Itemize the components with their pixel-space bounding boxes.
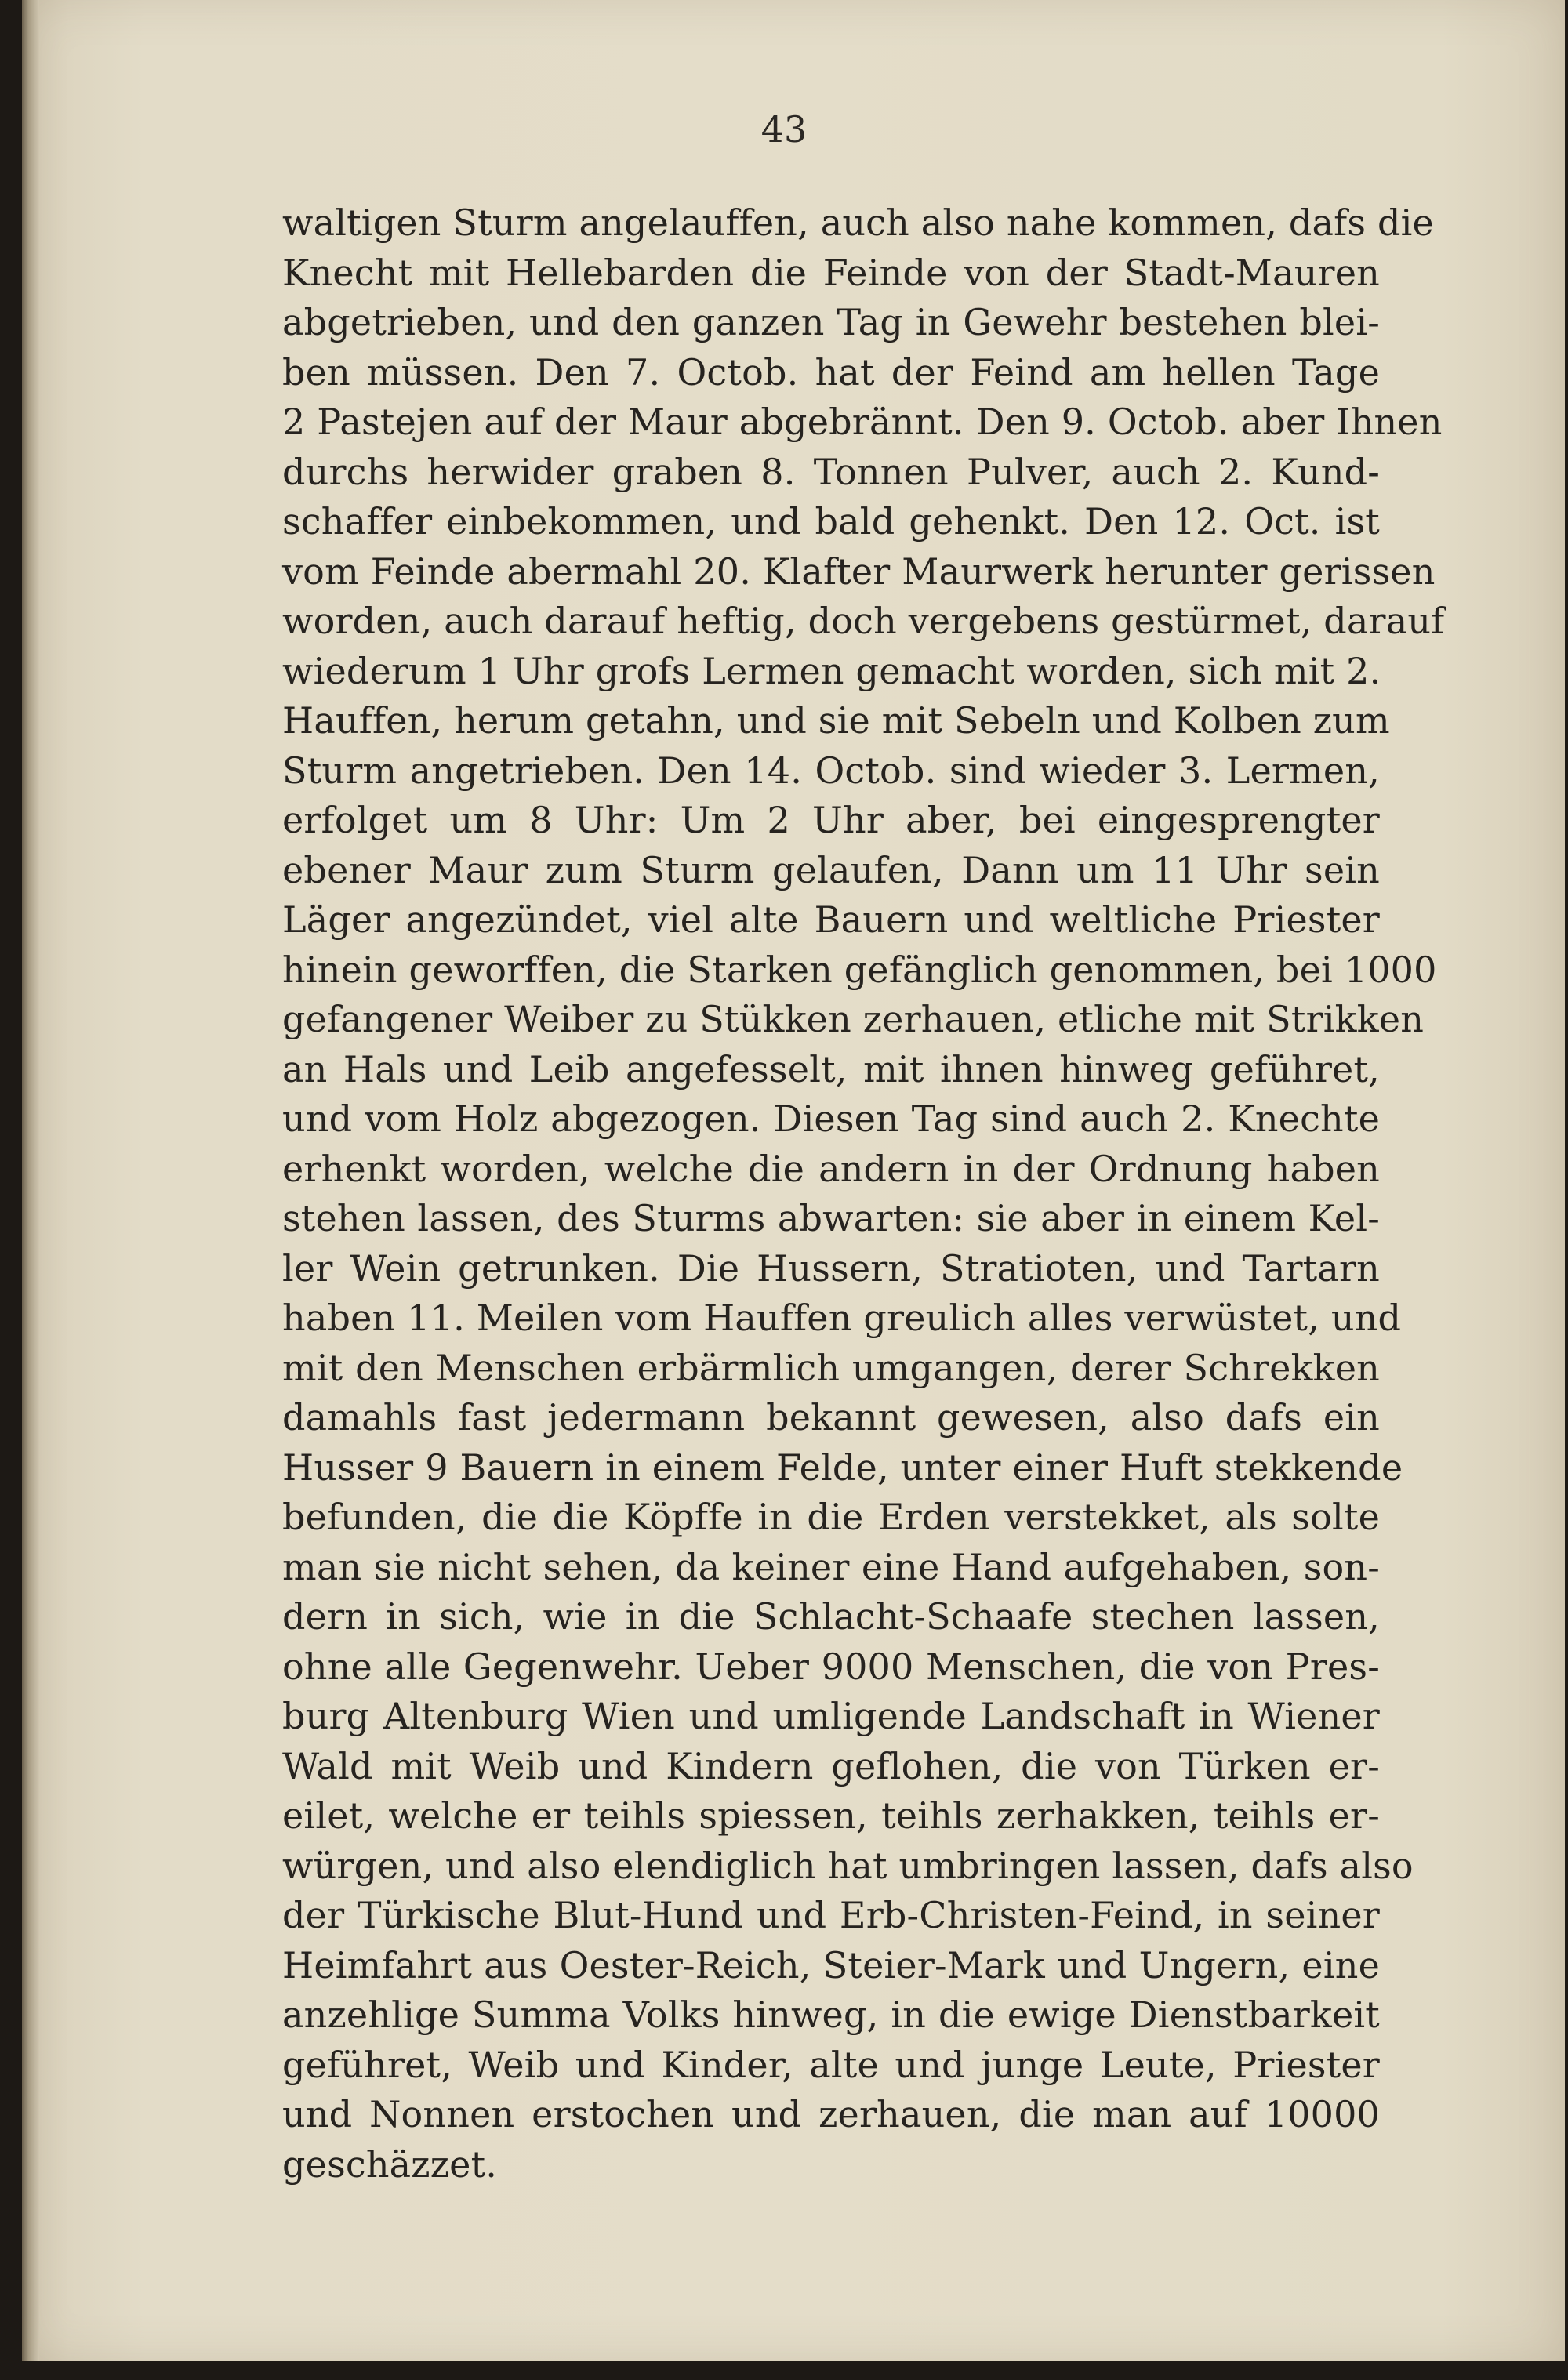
text-line: burg Altenburg Wien und umligende Landschaft in Wiener bbox=[282, 1695, 1380, 1737]
page-number: 43 bbox=[760, 108, 808, 151]
text-line: ben müssen. Den 7. Octob. hat der Feind am hellen Tage bbox=[282, 350, 1380, 394]
text-line: erfolget um 8 Uhr: Um 2 Uhr aber, bei eingesprengter bbox=[282, 799, 1380, 841]
text-line: haben 11. Meilen vom Hauffen greulich alles verwüstet, und bbox=[282, 1297, 1402, 1339]
text-line: geführet, Weib und Kinder, alte und junge Leute, Priester bbox=[282, 2043, 1380, 2086]
text-line: Hauffen, herum getahn, und sie mit Sebeln und Kolben zum bbox=[282, 699, 1390, 742]
text-line: und vom Holz abgezogen. Diesen Tag sind auch 2. Knechte bbox=[282, 1097, 1380, 1140]
text-line: Wald mit Weib und Kindern geflohen, die von Türken er- bbox=[282, 1744, 1380, 1787]
text-line: ler Wein getrunken. Die Hussern, Stratioten, und Tartarn bbox=[282, 1246, 1380, 1290]
text-line: Heimfahrt aus Oester-Reich, Steier-Mark und Ungern, eine bbox=[282, 1943, 1380, 1986]
text-line: hinein geworffen, die Starken gefänglich genommen, bei 1000 bbox=[282, 948, 1437, 991]
text-line: an Hals und Leib angefesselt, mit ihnen hinweg geführet, bbox=[282, 1047, 1380, 1090]
text-line: wiederum 1 Uhr grofs Lermen gemacht worden, sich mit 2. bbox=[282, 649, 1381, 692]
text-line: 2 Pastejen auf der Maur abgebrännt. Den 9. Octob. aber Ihnen bbox=[282, 401, 1443, 443]
text-line: durchs herwider graben 8. Tonnen Pulver, auch 2. Kund- bbox=[282, 450, 1380, 493]
text-line: gefangener Weiber zu Stükken zerhauen, etliche mit Strikken bbox=[282, 998, 1425, 1040]
text-line: man sie nicht sehen, da keiner eine Hand aufgehaben, son- bbox=[282, 1545, 1380, 1588]
text-line: der Türkische Blut-Hund und Erb-Christen-Feind, in seiner bbox=[282, 1894, 1380, 1936]
text-line: würgen, und also elendiglich hat umbringen lassen, dafs also bbox=[282, 1844, 1414, 1887]
text-line: damahls fast jedermann bekannt gewesen, also dafs ein bbox=[282, 1396, 1380, 1439]
text-line: worden, auch darauf heftig, doch vergebens gestürmet, darauf bbox=[282, 600, 1445, 642]
text-line: eilet, welche er teihls spiessen, teihls zerhakken, teihls er- bbox=[282, 1794, 1380, 1837]
text-line: schaffer einbekommen, und bald gehenkt. Den 12. Oct. ist bbox=[282, 500, 1380, 542]
text-line: und Nonnen erstochen und zerhauen, die man auf 10000 bbox=[282, 2093, 1380, 2135]
text-line: stehen lassen, des Sturms abwarten: sie aber in einem Kel- bbox=[282, 1197, 1380, 1239]
text-line: erhenkt worden, welche die andern in der Ordnung haben bbox=[282, 1147, 1380, 1190]
text-line: Läger angezündet, viel alte Bauern und weltliche Priester bbox=[282, 898, 1380, 941]
text-line: Sturm angetrieben. Den 14. Octob. sind wieder 3. Lermen, bbox=[282, 749, 1380, 792]
text-line: ohne alle Gegenwehr. Ueber 9000 Menschen, die von Pres- bbox=[282, 1645, 1380, 1688]
binding-edge bbox=[22, 0, 39, 2361]
text-line: dern in sich, wie in die Schlacht-Schaafe stechen lassen, bbox=[282, 1595, 1380, 1638]
text-line: vom Feinde abermahl 20. Klafter Maurwerk herunter gerissen bbox=[282, 550, 1436, 593]
body-text bbox=[282, 198, 1445, 2190]
text-line: mit den Menschen erbärmlich umgangen, derer Schrekken bbox=[282, 1346, 1380, 1389]
text-line: befunden, die die Köpffe in die Erden verstekket, als solte bbox=[282, 1496, 1380, 1538]
text-line-last: geschäzzet. bbox=[282, 2142, 498, 2186]
text-line: Knecht mit Hellebarden die Feinde von der Stadt-Mauren bbox=[282, 251, 1380, 294]
text-line: anzehlige Summa Volks hinweg, in die ewige Dienstbarkeit bbox=[282, 1994, 1380, 2036]
text-line: abgetrieben, und den ganzen Tag in Gewehr bestehen blei- bbox=[282, 301, 1380, 343]
text-line: waltigen Sturm angelauffen, auch also nahe kommen, dafs die bbox=[282, 201, 1434, 244]
text-line: ebener Maur zum Sturm gelaufen, Dann um 11 Uhr sein bbox=[282, 848, 1380, 891]
text-line: Husser 9 Bauern in einem Felde, unter einer Huft stekkende bbox=[282, 1446, 1403, 1489]
